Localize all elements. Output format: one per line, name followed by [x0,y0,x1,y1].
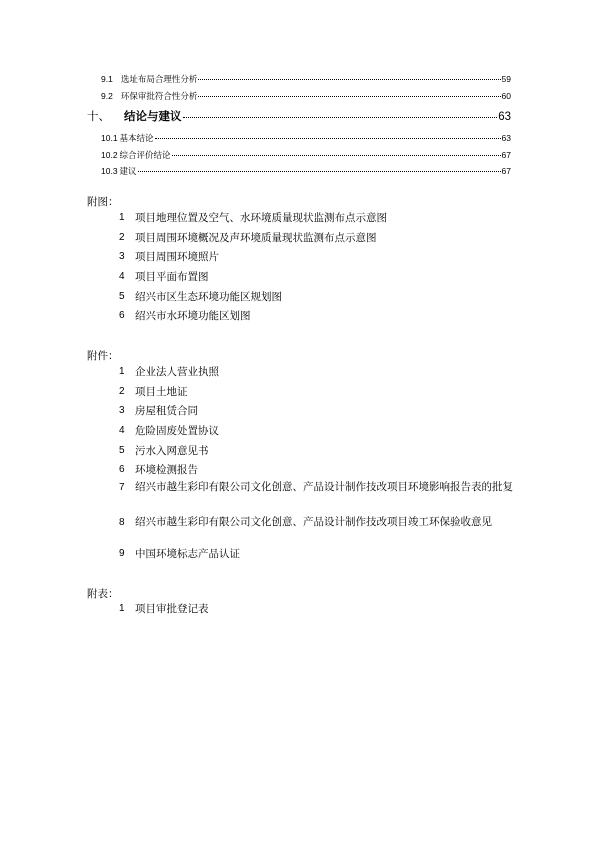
figure-number: 5 [119,291,125,302]
figure-number: 3 [119,251,125,262]
toc-page-number: 67 [501,150,511,160]
figures-heading: 附图： [87,196,119,208]
attachment-title: 环境检测报告 [135,464,198,476]
figure-number: 1 [119,212,125,223]
figure-number: 4 [119,271,125,282]
toc-number: 10.2 [101,150,118,160]
figure-item-1 [119,210,387,225]
toc-row-9-2[interactable] [101,90,511,102]
toc-leader-dots [198,79,500,80]
attachment-number: 5 [119,445,125,456]
toc-title: 环保审批符合性分析 [120,92,198,102]
attachment-item-9 [119,546,240,561]
attachments-heading: 附件： [87,350,119,362]
figure-title: 项目平面布置图 [135,271,209,283]
toc-row-10-2[interactable] [101,149,511,161]
attachment-number: 6 [119,464,125,475]
toc-title: 综合评价结论 [119,151,171,161]
table-title: 项目审批登记表 [135,603,209,615]
attachment-item-6 [119,462,198,477]
toc-row-9-1[interactable] [101,73,511,85]
attachment-number: 8 [119,516,125,528]
figure-item-4 [119,269,209,284]
attachment-number: 7 [119,481,125,493]
toc-row-10-3[interactable] [101,165,511,177]
toc-title: 选址布局合理性分析 [120,75,198,85]
attachment-item-4 [119,423,219,438]
toc-number: 10.1 [101,133,118,143]
toc-number: 9.2 [101,91,113,101]
attachment-item-2 [119,384,188,399]
attachment-item-3 [119,403,198,418]
toc-page-number: 60 [501,91,511,101]
attachment-number: 3 [119,405,125,416]
toc-page-number: 63 [498,111,511,123]
figure-item-2 [119,230,377,245]
attachment-item-7 [119,479,515,495]
toc-page-number: 63 [501,133,511,143]
figure-item-6 [119,308,251,323]
table-item-1 [119,601,209,616]
attachment-title: 中国环境标志产品认证 [135,548,240,560]
attachment-item-8 [119,514,515,530]
toc-page-number: 67 [501,166,511,176]
toc-leader-dots [172,155,501,156]
toc-page-number: 59 [501,74,511,84]
toc-leader-dots [198,96,500,97]
toc-chapter-number: 十、 [87,109,110,123]
toc-row-chapter-10[interactable] [87,108,511,124]
tables-heading: 附表： [87,588,119,600]
figure-title: 绍兴市区生态环境功能区规划图 [135,291,282,303]
toc-leader-dots [183,117,498,118]
attachment-title: 绍兴市越生彩印有限公司文化创意、产品设计制作技改项目环境影响报告表的批复 [135,481,513,493]
toc-leader-dots [155,138,501,139]
figure-title: 项目周围环境照片 [135,251,219,263]
toc-chapter-title: 结论与建议 [124,109,182,123]
figure-item-3 [119,249,219,264]
toc-title: 基本结论 [119,134,154,144]
figure-title: 项目地理位置及空气、水环境质量现状监测布点示意图 [135,212,387,224]
toc-row-10-1[interactable] [101,132,511,144]
figure-item-5 [119,289,282,304]
toc-title: 建议 [119,167,137,177]
attachment-title: 企业法人营业执照 [135,366,219,378]
attachment-title: 危险固废处置协议 [135,425,219,437]
figure-number: 2 [119,232,125,243]
attachment-title: 绍兴市越生彩印有限公司文化创意、产品设计制作技改项目竣工环保验收意见 [135,516,492,528]
attachment-item-5 [119,443,209,458]
attachment-title: 项目土地证 [135,386,188,398]
attachment-number: 1 [119,366,125,377]
toc-leader-dots [138,171,501,172]
toc-number: 9.1 [101,74,113,84]
attachment-number: 9 [119,548,125,559]
attachment-title: 房屋租赁合同 [135,405,198,417]
attachment-item-1 [119,364,219,379]
toc-number: 10.3 [101,166,118,176]
attachment-number: 4 [119,425,125,436]
attachment-title: 污水入网意见书 [135,445,209,457]
attachment-number: 2 [119,386,125,397]
figure-title: 绍兴市水环境功能区划图 [135,310,251,322]
table-number: 1 [119,603,125,614]
figure-title: 项目周围环境概况及声环境质量现状监测布点示意图 [135,232,377,244]
figure-number: 6 [119,310,125,321]
